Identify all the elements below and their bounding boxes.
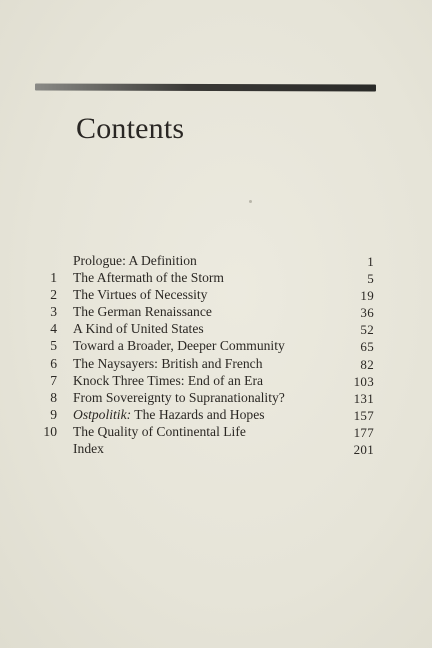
toc-entry-index bbox=[0, 440, 432, 457]
page-number: 177 bbox=[353, 424, 374, 440]
contents-heading: Contents bbox=[76, 112, 185, 145]
chapter-number: 10 bbox=[43, 423, 57, 439]
chapter-number: 1 bbox=[50, 270, 57, 286]
table-of-contents bbox=[0, 252, 432, 457]
chapter-title: Index bbox=[73, 441, 104, 457]
chapter-number: 2 bbox=[50, 287, 57, 303]
toc-entry-7 bbox=[0, 372, 432, 389]
chapter-title: From Sovereignty to Supranationality? bbox=[73, 389, 285, 405]
chapter-title: The Virtues of Necessity bbox=[73, 287, 208, 303]
toc-entry-2 bbox=[0, 286, 432, 303]
chapter-number: 3 bbox=[50, 304, 57, 320]
chapter-title: The Aftermath of the Storm bbox=[73, 270, 225, 286]
chapter-title: Knock Three Times: End of an Era bbox=[73, 372, 264, 388]
toc-entry-prologue bbox=[0, 252, 432, 269]
page-number: 157 bbox=[353, 407, 374, 423]
toc-entry-8 bbox=[0, 389, 432, 406]
page-number: 131 bbox=[353, 390, 374, 406]
chapter-number: 7 bbox=[50, 372, 57, 388]
page-number: 36 bbox=[360, 305, 374, 321]
page-number: 52 bbox=[360, 322, 374, 338]
page-number: 5 bbox=[367, 271, 374, 287]
chapter-title: Toward a Broader, Deeper Community bbox=[73, 338, 285, 354]
chapter-number: 5 bbox=[50, 338, 57, 354]
chapter-number: 4 bbox=[50, 321, 57, 337]
chapter-number: 6 bbox=[50, 355, 57, 371]
chapter-title: The Quality of Continental Life bbox=[73, 423, 246, 439]
page-number: 19 bbox=[360, 288, 374, 304]
page-number: 1 bbox=[367, 254, 374, 269]
chapter-title: Prologue: A Definition bbox=[73, 253, 197, 268]
toc-entry-5 bbox=[0, 337, 432, 354]
chapter-number: 8 bbox=[50, 389, 57, 405]
chapter-title: The German Renaissance bbox=[73, 304, 212, 320]
chapter-title-italic: Ostpolitik: bbox=[73, 406, 132, 422]
toc-entry-1 bbox=[0, 269, 432, 286]
chapter-title-rest: The Hazards and Hopes bbox=[131, 406, 265, 422]
page-number: 201 bbox=[353, 442, 374, 458]
page-number: 82 bbox=[360, 356, 374, 372]
top-rule bbox=[35, 84, 376, 92]
chapter-number: 9 bbox=[50, 406, 57, 422]
chapter-title: A Kind of United States bbox=[73, 321, 204, 337]
toc-entry-4 bbox=[0, 320, 432, 337]
toc-entry-10 bbox=[0, 423, 432, 440]
toc-entry-3 bbox=[0, 303, 432, 320]
chapter-title: The Naysayers: British and French bbox=[73, 355, 263, 371]
toc-entry-6 bbox=[0, 355, 432, 372]
chapter-title bbox=[73, 406, 265, 423]
paper-speck bbox=[249, 200, 252, 203]
toc-entry-9 bbox=[0, 406, 432, 423]
page-number: 65 bbox=[360, 339, 374, 355]
page-number: 103 bbox=[353, 373, 374, 389]
